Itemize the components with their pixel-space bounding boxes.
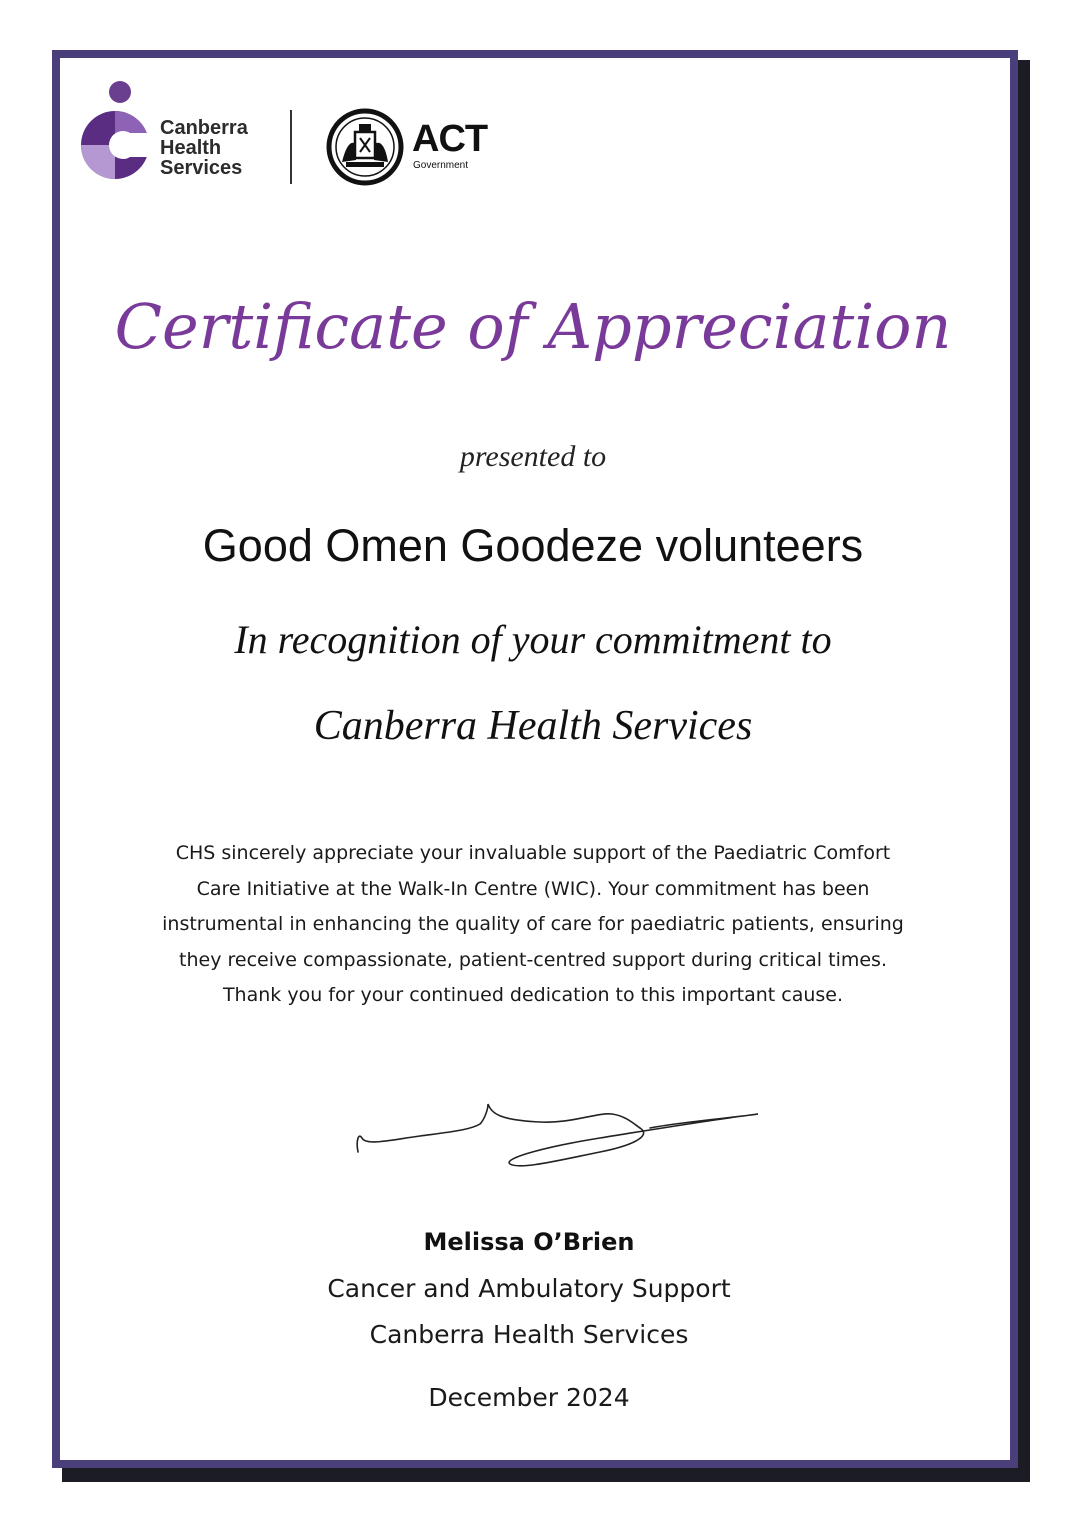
logo-divider [290, 110, 292, 184]
signatory-organisation: Canberra Health Services [369, 1320, 689, 1349]
message-line: instrumental in enhancing the quality of care for paediatric patients, ensuring [162, 913, 904, 935]
certificate-title: Certificate of Appreciation [114, 290, 952, 363]
act-logo-sub: Government [413, 160, 469, 171]
header-logos [80, 78, 500, 188]
certificate-date: December 2024 [428, 1383, 630, 1412]
recipient-name: Good Omen Goodeze volunteers [202, 520, 864, 571]
chs-logo-line: Canberra [160, 117, 248, 139]
act-logo-word: ACT [412, 118, 488, 160]
appreciation-message [130, 836, 936, 1014]
signatory-name: Melissa O’Brien [423, 1228, 635, 1256]
chs-logo-line: Health [160, 137, 222, 159]
message-line: Care Initiative at the Walk-In Centre (WIC). Your commitment has been [196, 877, 870, 900]
chs-logo-line: Services [160, 157, 243, 179]
message-line: Thank you for your continued dedication to this important cause. [222, 984, 844, 1006]
act-crest-icon [326, 108, 404, 186]
message-line: CHS sincerely appreciate your invaluable support of the Paediatric Comfort [175, 842, 891, 864]
chs-logo-icon [80, 78, 150, 186]
organisation-script: Canberra Health Services [313, 703, 753, 749]
recognition-line: In recognition of your commitment to [234, 617, 832, 662]
handwritten-signature [350, 1090, 770, 1180]
signatory-role: Cancer and Ambulatory Support [327, 1274, 731, 1303]
message-line: they receive compassionate, patient-centred support during critical times. [179, 948, 887, 971]
chs-logo-text [160, 118, 248, 178]
presented-to-label: presented to [459, 440, 607, 473]
